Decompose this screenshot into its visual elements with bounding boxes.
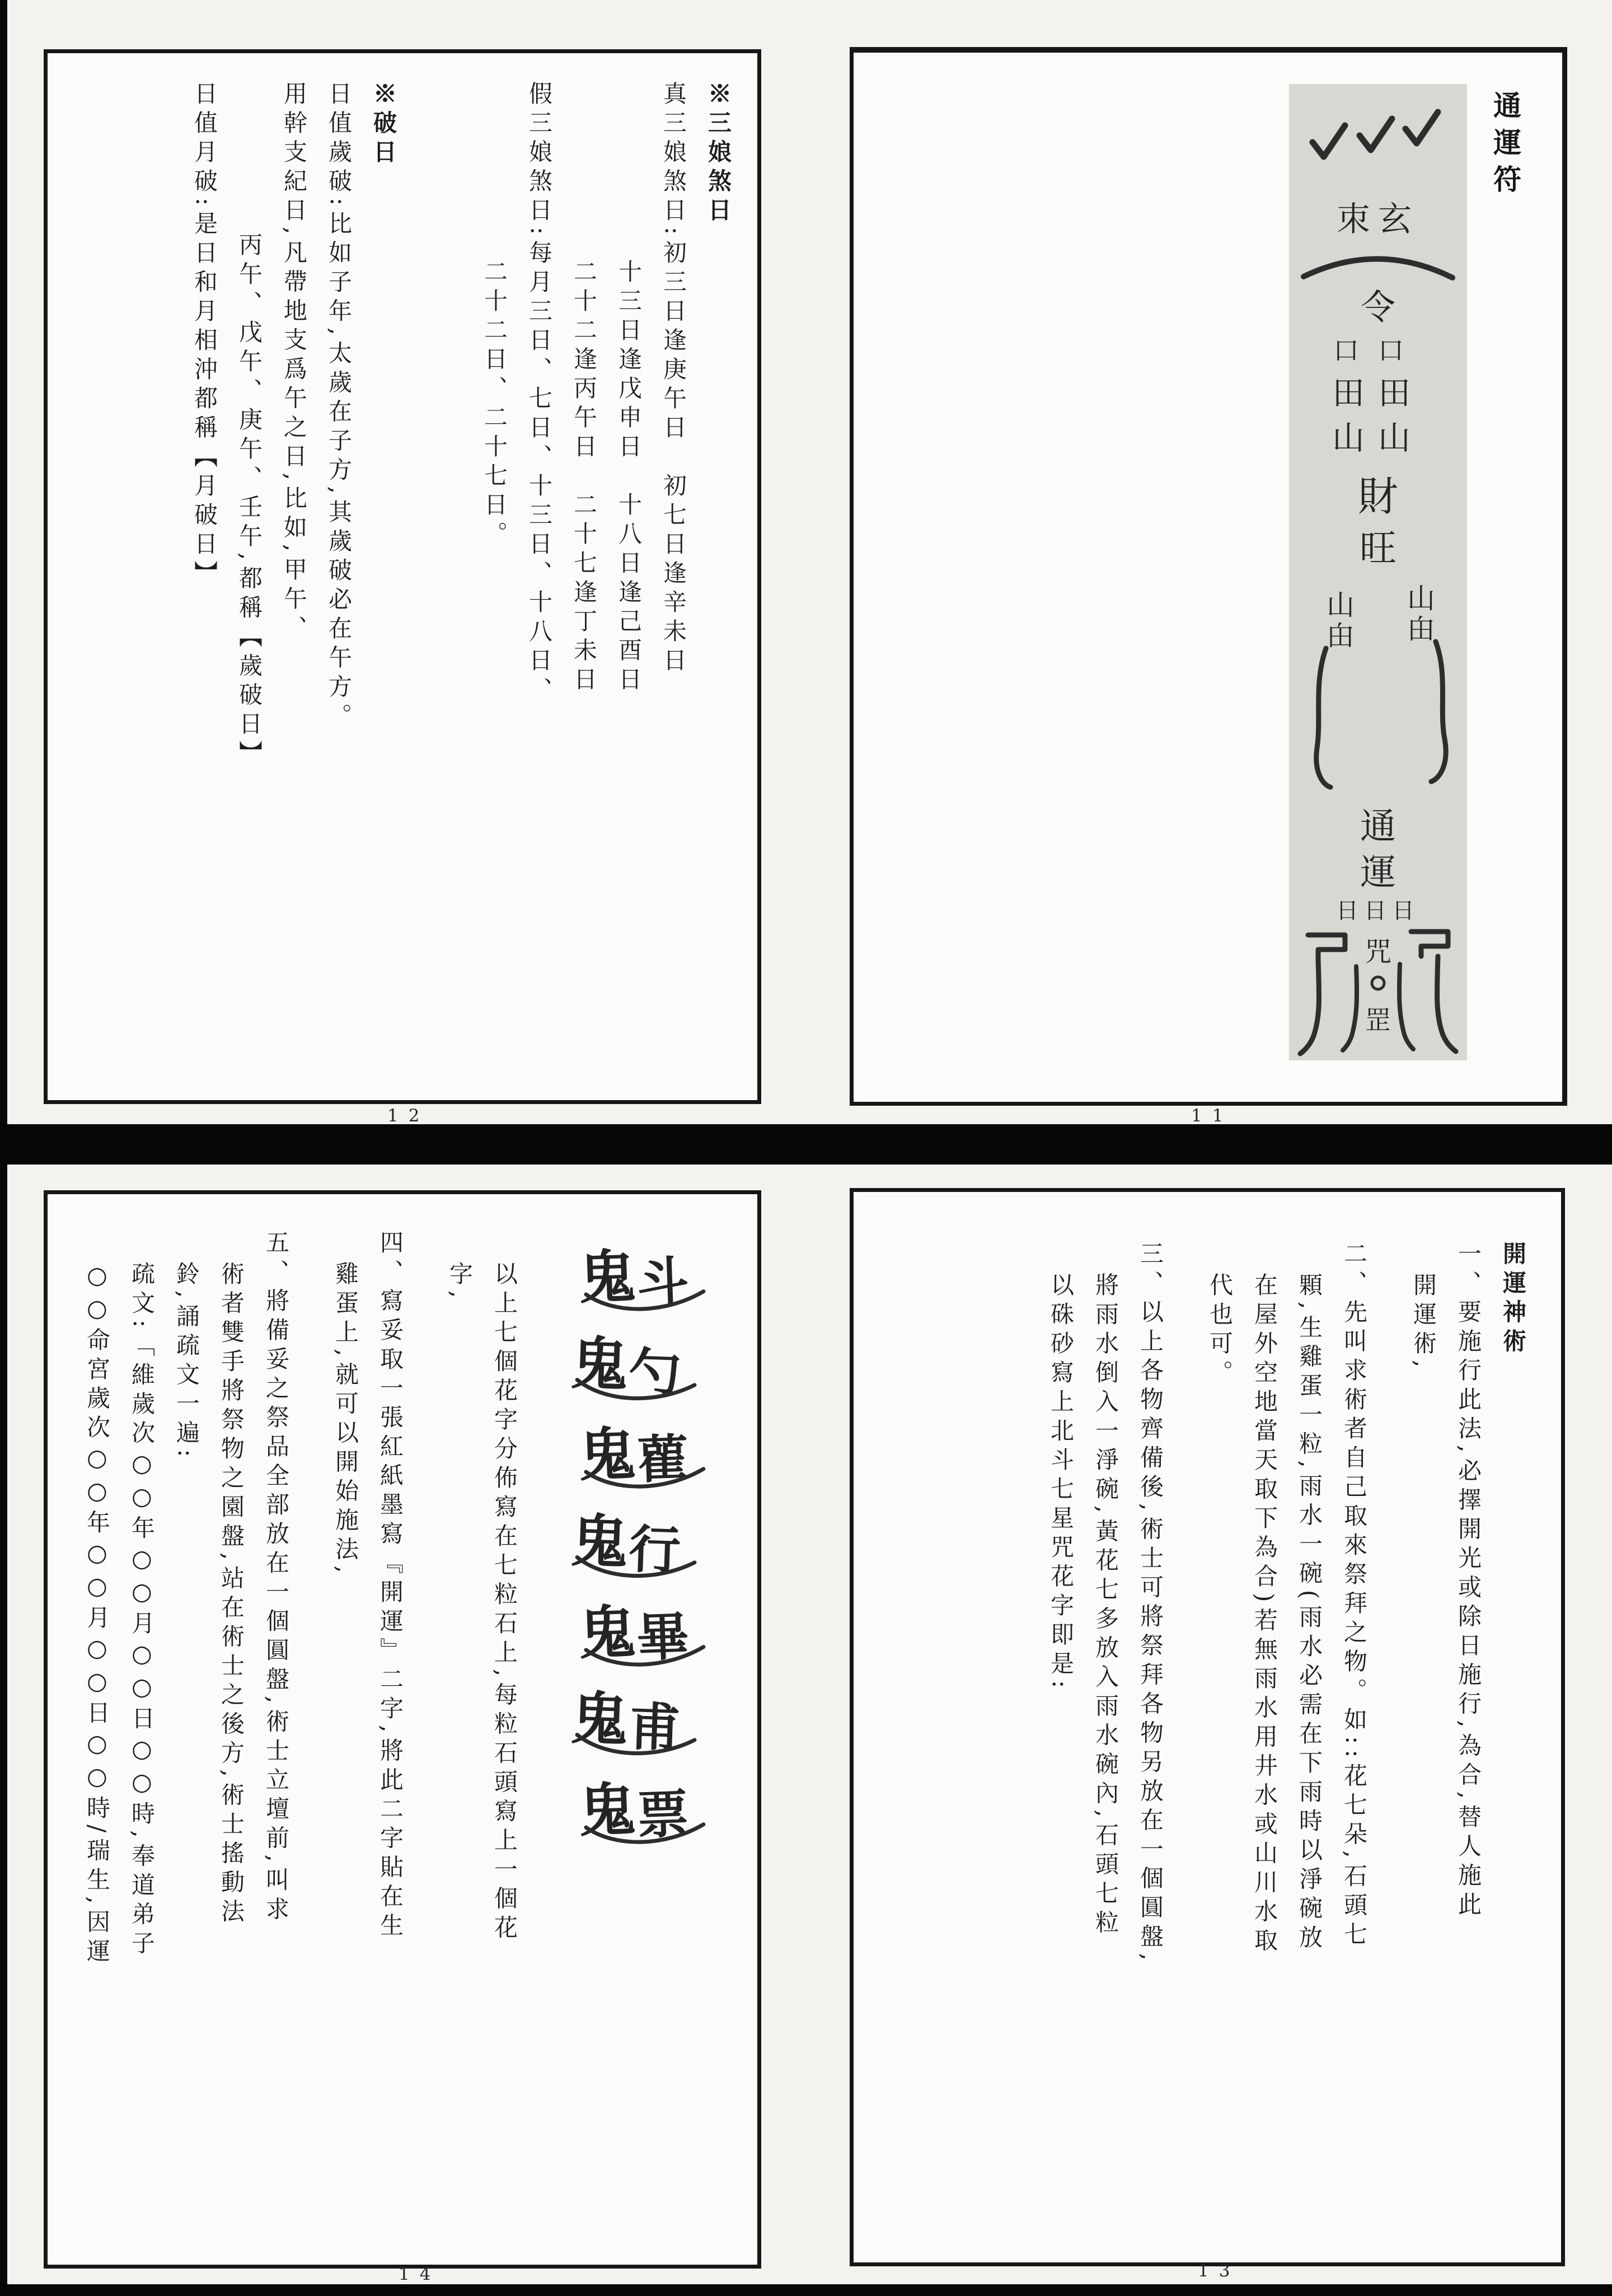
talisman-sun-row: 日日日 <box>1336 898 1420 924</box>
page-13 <box>850 1188 1565 2266</box>
talisman-gate-pillar <box>1300 960 1319 1054</box>
page-number: 12 <box>387 1106 430 1126</box>
talisman-tail-top: 山 <box>1327 589 1355 621</box>
text-column: 一、要施行此法,必擇開光或除日施行,為合,替人施此 <box>1455 1241 1482 1921</box>
talisman-mount-row: 山山 <box>1332 419 1424 457</box>
text-column: 開運術, <box>1410 1273 1437 1373</box>
talisman-gate-inner <box>1399 964 1413 1049</box>
talisman-tail-body: 甶 <box>1327 620 1355 652</box>
glyph-part: 斗 <box>636 1250 690 1313</box>
page-number: 13 <box>1198 2261 1240 2281</box>
talisman-figure <box>1289 84 1467 1060</box>
text-column: 二十二日、二十七日。 <box>481 259 508 550</box>
talisman-drawing <box>1289 84 1467 1060</box>
talisman-luck-char: 運 <box>1360 852 1396 894</box>
page-14-text <box>64 1230 735 2248</box>
glyph-radical: 鬼 <box>577 1775 637 1845</box>
page-title: 通運符 <box>1489 91 1522 202</box>
text-column: 日值歲破:比如子年,太歲在子方,其歲破必在午方。 <box>325 81 353 732</box>
page-14 <box>44 1190 761 2269</box>
text-column: 術者雙手將祭物之園盤,站在術士之後方,術士搖動法 <box>218 1261 245 1928</box>
glyph-part: 甫 <box>627 1696 682 1759</box>
glyph-part: 勺 <box>627 1341 682 1404</box>
talisman-gate-hook <box>1411 932 1448 956</box>
text-column: 鈴,誦疏文一遍: <box>173 1261 200 1463</box>
talisman-gate-pillar <box>1437 956 1456 1051</box>
text-column: 字, <box>446 1261 474 1304</box>
text-column: 將雨水倒入一淨碗,黃花七多放入雨水碗內,石頭七粒 <box>1092 1273 1119 1939</box>
glyph-radical: 鬼 <box>577 1420 637 1490</box>
scan-bottom-edge <box>0 2284 1612 2296</box>
text-column: 顆,生雞蛋一粒,雨水一碗(雨水必需在下雨時以淨碗放 <box>1296 1273 1323 1954</box>
glyph-part: 行 <box>627 1518 682 1581</box>
page-number: 11 <box>1191 1106 1234 1126</box>
glyph-radical: 鬼 <box>570 1507 630 1577</box>
talisman-gate-inner <box>1343 966 1357 1050</box>
glyph-radical: 鬼 <box>570 1329 630 1399</box>
page-number: 14 <box>399 2264 441 2284</box>
text-column: 丙午、戊午、庚午、壬午,都稱【歲破日】 <box>236 232 263 770</box>
text-column: 假三娘煞日:每月三日、七日、十三日、十八日、 <box>526 81 553 707</box>
talisman-box-row: 口口 <box>1333 335 1423 366</box>
talisman-roof-stroke <box>1304 259 1452 278</box>
check-icon <box>1313 125 1345 157</box>
talisman-circle-mark <box>1372 977 1384 989</box>
talisman-incant-char: 咒 <box>1364 936 1392 967</box>
text-column: 二十二逢丙午日 二十七逢丁未日 <box>570 259 598 696</box>
talisman-gang-char: 罡 <box>1365 1005 1391 1035</box>
glyph-part: 畢 <box>636 1606 690 1668</box>
check-icon <box>1405 112 1438 143</box>
talisman-prosper-char: 旺 <box>1360 527 1397 570</box>
page-title: 開運神術 <box>1499 1241 1527 1358</box>
glyph-part: 票 <box>636 1783 690 1846</box>
talisman-seal-char: 令 <box>1360 287 1396 328</box>
text-column: 以硃砂寫上北斗七星咒花字即是: <box>1047 1273 1075 1694</box>
text-column: 以上七個花字分佈寫在七粒石上,每粒石頭寫上一個花 <box>491 1261 518 1944</box>
text-column: 用幹支紀日,凡帶地支爲午之日,比如,甲午、 <box>280 81 308 645</box>
section-heading: ※破日 <box>370 81 397 169</box>
check-icon <box>1360 119 1392 150</box>
section-heading: ※三娘煞日 <box>705 81 732 227</box>
glyph-radical: 鬼 <box>577 1598 637 1668</box>
text-column: 疏文:「維歲次○○年○○月○○日○○時,奉道弟子 <box>128 1261 156 1960</box>
page-12-text <box>63 81 741 1084</box>
glyph-radical: 鬼 <box>577 1242 637 1312</box>
talisman-pass-char: 通 <box>1360 806 1396 848</box>
page-11 <box>850 47 1567 1106</box>
talisman-tail-stroke <box>1316 648 1330 787</box>
text-column: 四、寫妥取一張紅紙墨寫『開運』二字,將此二字貼在生 <box>377 1230 404 1942</box>
text-column: 日值月破:是日和月相沖都稱【月破日】 <box>191 81 218 590</box>
text-column: 十三日逢戊申日 十八日逢己酉日 <box>615 259 643 696</box>
glyph-radical: 鬼 <box>570 1685 630 1754</box>
talisman-wealth-char: 財 <box>1357 473 1399 520</box>
talisman-tail-body: 甶 <box>1407 614 1435 645</box>
talisman-tail-stroke <box>1431 642 1446 782</box>
glyph-part: 雚 <box>636 1428 690 1491</box>
text-column: ○○命宮歲次○○年○○月○○日○○時/瑞生,因運 <box>83 1261 111 1968</box>
text-column: 三、以上各物齊備後,術士可將祭拜各物另放在一個圓盤, <box>1137 1241 1164 1966</box>
talisman-field-row: 田田 <box>1332 374 1424 412</box>
talisman-gate-hook <box>1308 935 1345 960</box>
text-column: 二、先叫求術者自己取來祭拜之物。如::花七朵,石頭七 <box>1341 1241 1368 1951</box>
text-column: 代也可。 <box>1206 1273 1234 1389</box>
talisman-top-chars: 朿玄 <box>1337 200 1419 239</box>
talisman-tail-top: 山 <box>1407 582 1435 615</box>
text-column: 雞蛋上,就可以開始施法, <box>332 1261 359 1579</box>
text-column: 在屋外空地當天取下為合)若無雨水用井水或山川水取 <box>1251 1273 1278 1957</box>
text-column: 真三娘煞日:初三日逢庚午日 初七日逢辛未日 <box>660 81 687 677</box>
page-12 <box>44 49 761 1104</box>
scan-divider-band <box>0 1124 1612 1165</box>
text-column: 五、將備妥之祭品全部放在一個圓盤,術士立壇前,叫求 <box>263 1230 290 1926</box>
page-13-text <box>870 1241 1535 2246</box>
